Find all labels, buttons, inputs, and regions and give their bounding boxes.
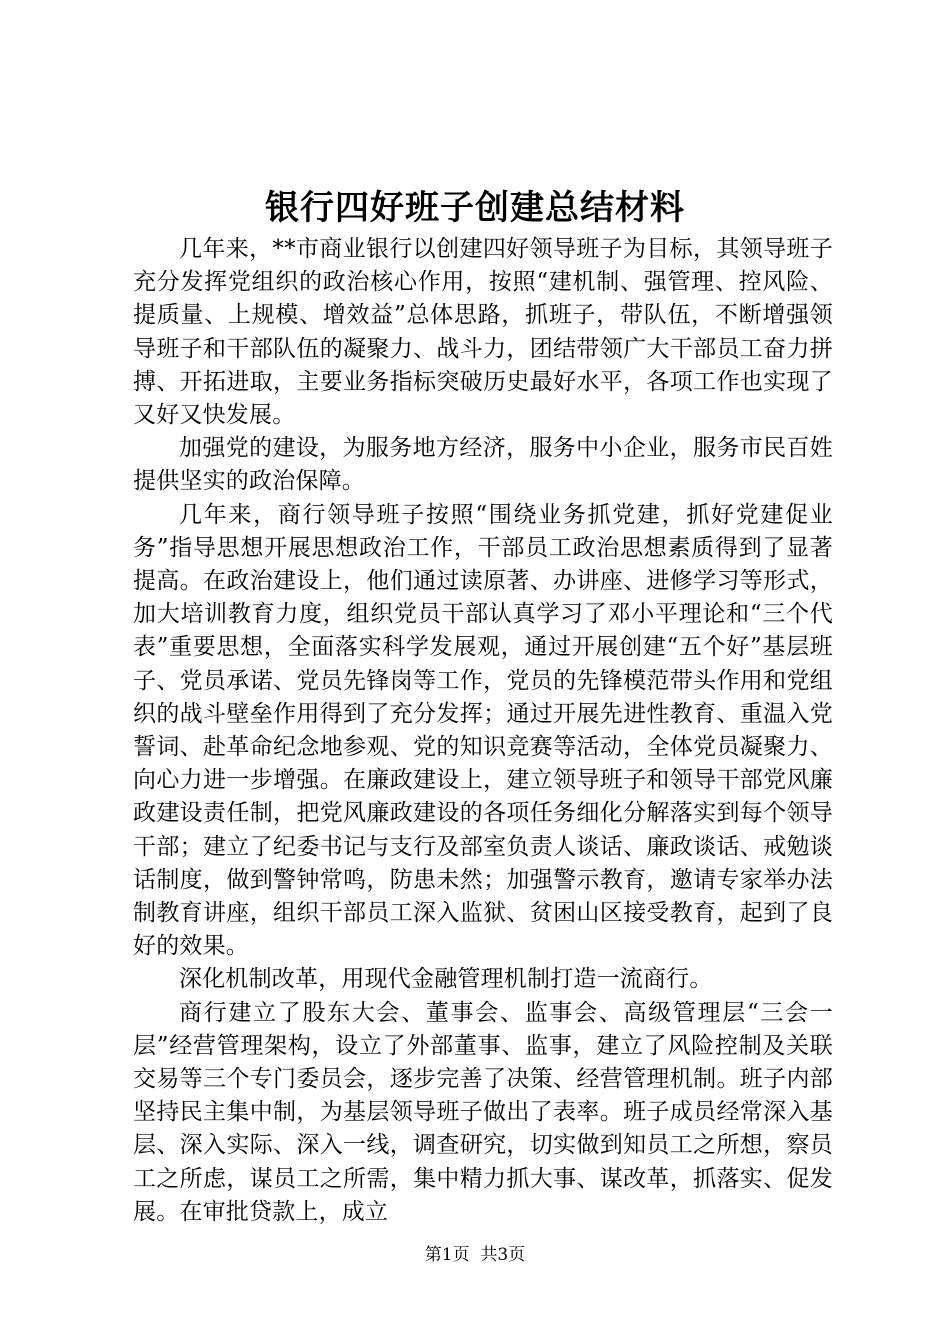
page-total: 共3页 [480,1245,526,1265]
document-title: 银行四好班子创建总结材料 [265,188,685,228]
paragraph-heading-mechanism-reform: 深化机制改革，用现代金融管理机制打造一流商行。 [179,966,713,993]
document-body [133,233,833,1229]
page-footer [0,1243,950,1267]
paragraph-mechanism-reform: 商行建立了股东大会、董事会、监事会、高级管理层“三会一层”经营管理架构，设立了外部董事、监事，建立了风险控制及关联交易等三个专门委员会，逐步完善了决策、经营管理机制。班子内部坚持民主集中制，为基层领导班子做出了表率。班子成员经常深入基层、深入实际、深入一线，调查研究，切实做到知员工之所想，察员工之所虑，谋员工之所需，集中精力抓大事、谋改革，抓落实、促发展。在审批贷款上，成立 [133,999,833,1225]
paragraph-party-building: 几年来，商行领导班子按照“围绕业务抓党建，抓好党建促业务”指导思想开展思想政治工作，干部员工政治思想素质得到了显著提高。在政治建设上，他们通过读原著、办讲座、进修学习等形式，加大培训教育力度，组织党员干部认真学习了邓小平理论和“三个代表”重要思想，全面落实科学发展观，通过开展创建“五个好”基层班子、党员承诺、党员先锋岗等工作，党员的先锋模范带头作用和党组织的战斗壁垒作用得到了充分发挥；通过开展先进性教育、重温入党誓词、赴革命纪念地参观、党的知识竞赛等活动，全体党员凝聚力、向心力进一步增强。在廉政建设上，建立领导班子和领导干部党风廉政建设责任制，把党风廉政建设的各项任务细化分解落实到每个领导干部；建立了纪委书记与支行及部室负责人谈话、廉政谈话、戒勉谈话制度，做到警钟常鸣，防患未然；加强警示教育，邀请专家举办法制教育讲座，组织干部员工深入监狱、贫困山区接受教育，起到了良好的效果。 [133,501,833,960]
paragraph-heading-party-building: 加强党的建设，为服务地方经济，服务中小企业，服务市民百姓提供坚实的政治保障。 [133,435,833,495]
page-number: 第1页 [424,1245,470,1265]
paragraph-intro: 几年来，**市商业银行以创建四好领导班子为目标，其领导班子充分发挥党组织的政治核心作用，按照“建机制、强管理、控风险、提质量、上规模、增效益”总体思路，抓班子，带队伍，不断增强领导班子和干部队伍的凝聚力、战斗力，团结带领广大干部员工奋力拼搏、开拓进取，主要业务指标突破历史最好水平，各项工作也实现了又好又快发展。 [133,236,833,429]
